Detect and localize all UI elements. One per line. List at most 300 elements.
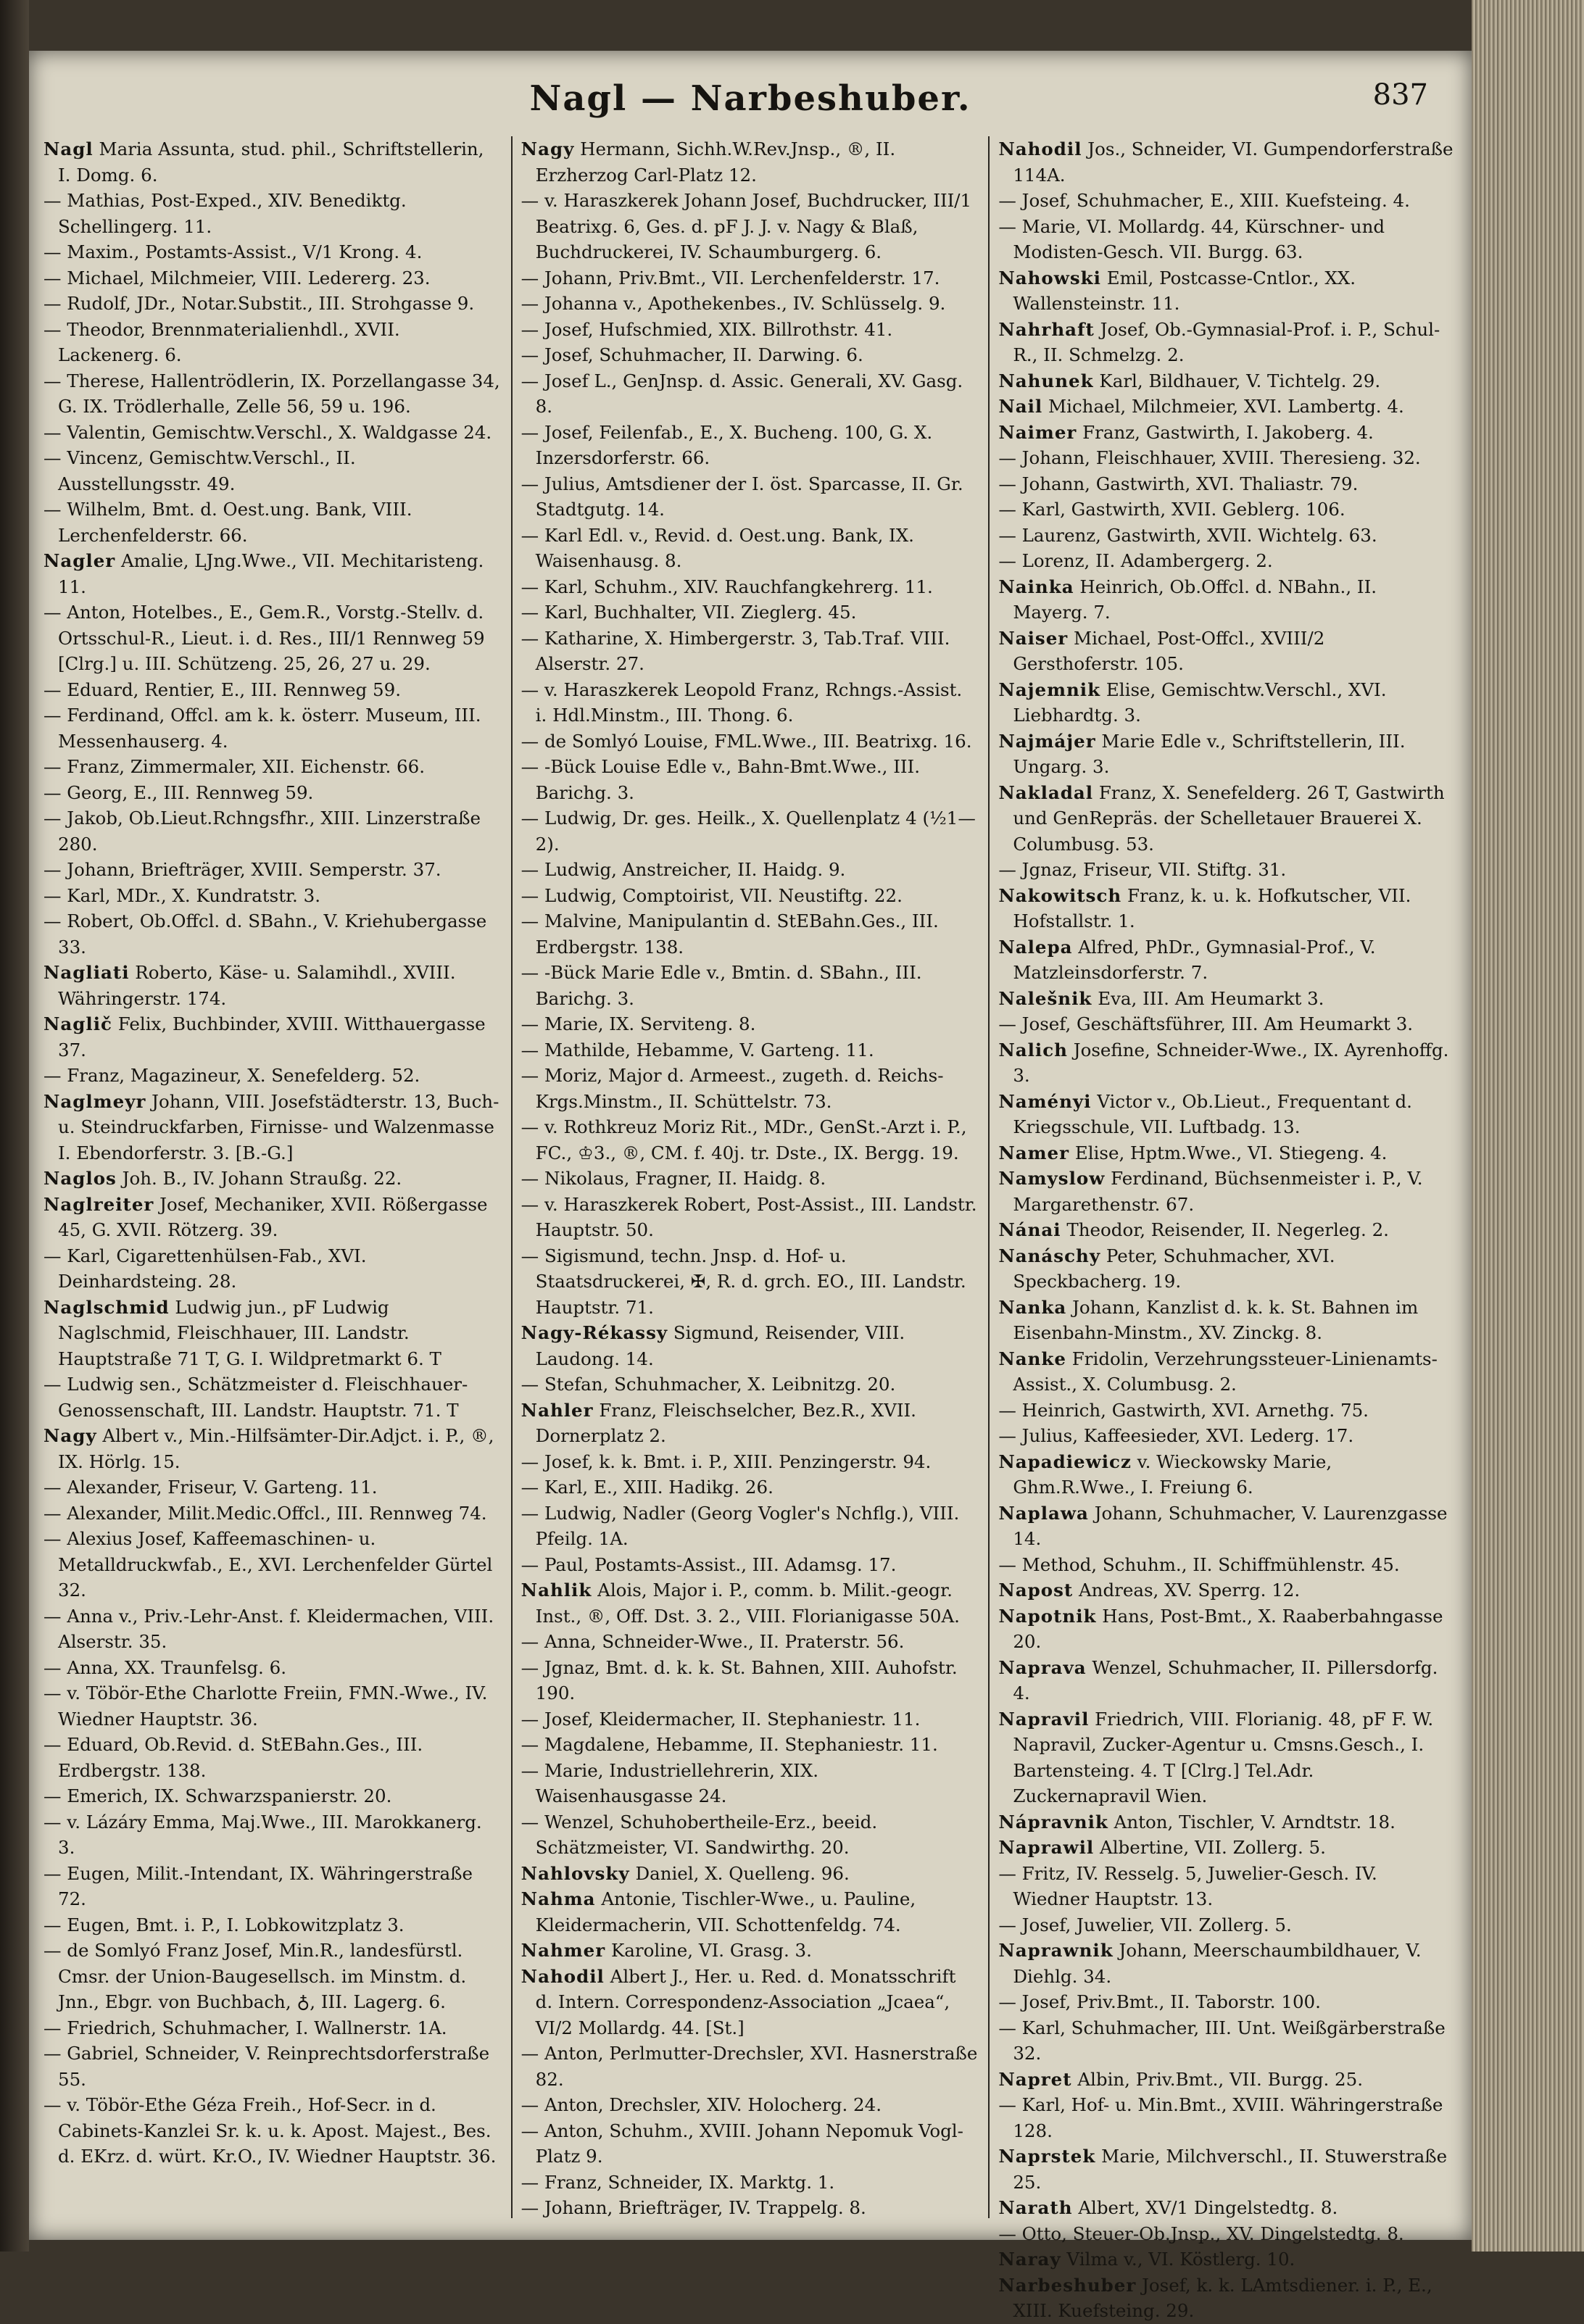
entry-text: Andreas, XV. Sperrg. 12.: [1073, 1580, 1301, 1601]
directory-entry: [43, 1192, 501, 1243]
directory-entry: [521, 2092, 979, 2118]
directory-entry: [43, 754, 501, 780]
directory-entry: [521, 265, 979, 291]
directory-entry: [43, 805, 501, 857]
directory-entry: [521, 1964, 979, 2041]
surname-heading: Nahrhaft: [998, 318, 1095, 340]
entry-text: Johann, Kanzlist d. k. k. St. Bahnen im Eisenbahn-Minstm., XV. Zinckg. 8.: [1013, 1296, 1419, 1343]
surname-heading: Naprava: [998, 1656, 1087, 1678]
entry-text: — Eduard, Ob.Revid. d. StEBahn.Ges., III. Erdbergstr. 138.: [43, 1734, 423, 1781]
directory-entry: [43, 420, 501, 446]
entry-text: — Wilhelm, Bmt. d. Oest.ung. Bank, VIII. Lerchenfelderstr. 66.: [43, 499, 412, 546]
surname-heading: Naményi: [998, 1090, 1092, 1112]
directory-entry: [43, 1089, 501, 1166]
directory-entry: [998, 1552, 1456, 1578]
entry-text: — Anton, Hotelbes., E., Gem.R., Vorstg.-Stellv. d. Ortsschul-R., Lieut. i. d. Res., III/1 Rennweg 59 [Clrg.] u. III. Schützeng. 25, 26, 27 u. 29.: [43, 602, 485, 674]
entry-text: — Anton, Schuhm., XVIII. Johann Nepomuk Vogl-Platz 9.: [521, 2120, 963, 2167]
entry-text: — Karl, Schuhmacher, III. Unt. Weißgärberstraße 32.: [998, 2017, 1446, 2064]
directory-entry: [521, 1552, 979, 1578]
entry-text: Albert v., Min.-Hilfsämter-Dir.Adjct. i. P., ®, IX. Hörlg. 15.: [58, 1425, 494, 1472]
directory-entry: [43, 1732, 501, 1783]
entry-text: Peter, Schuhmacher, XVI. Speckbacherg. 19.: [1013, 1245, 1335, 1292]
directory-entry: [521, 2118, 979, 2170]
directory-entry: [521, 1938, 979, 1964]
directory-entry: [43, 1783, 501, 1809]
directory-entry: [521, 1861, 979, 1887]
entry-text: — Paul, Postamts-Assist., III. Adamsg. 17.: [521, 1553, 897, 1575]
directory-entry: [43, 1011, 501, 1063]
surname-heading: Naglič: [43, 1013, 112, 1034]
entry-text: Marie Edle v., Schriftstellerin, III. Ungarg. 3.: [1013, 730, 1406, 777]
directory-entry: [521, 1192, 979, 1243]
entry-text: — Jgnaz, Bmt. d. k. k. St. Bahnen, XIII. Auhofstr. 190.: [521, 1656, 958, 1703]
entry-text: — Johann, Gastwirth, XVI. Thaliastr. 79.: [998, 473, 1359, 494]
directory-entry: [43, 1423, 501, 1474]
directory-entry: [43, 1912, 501, 1938]
entry-text: — Josef, Geschäftsführer, III. Am Heumarkt 3.: [998, 1013, 1414, 1034]
directory-entry: [521, 1063, 979, 1114]
entry-text: — Wenzel, Schuhobertheile-Erz., beeid. Schätzmeister, VI. Sandwirthg. 20.: [521, 1811, 878, 1858]
entry-text: — Josef, Schuhmacher, E., XIII. Kuefsteing. 4.: [998, 190, 1410, 211]
entry-text: Friedrich, VIII. Florianig. 48, pF F. W. Napravil, Zucker-Agentur u. Cmsns.Gesch., I. Bartensteing. 4. T [Clrg.] Tel.Adr. Zuckernapravil Wien.: [1013, 1708, 1434, 1806]
surname-heading: Nakowitsch: [998, 884, 1122, 906]
entry-text: Franz, k. u. k. Hofkutscher, VII. Hofstallstr. 1.: [1013, 884, 1411, 931]
directory-entry: [998, 934, 1456, 986]
entry-text: — Jgnaz, Friseur, VII. Stiftg. 31.: [998, 859, 1287, 880]
entry-text: — Johanna v., Apothekenbes., IV. Schlüsselg. 9.: [521, 293, 946, 314]
directory-entry: [998, 1166, 1456, 1217]
directory-entry: [998, 1398, 1456, 1424]
entry-text: — Karl, Gastwirth, XVII. Geblerg. 106.: [998, 499, 1345, 520]
surname-heading: Nahowski: [998, 267, 1101, 289]
entry-text: Franz, Fleischselcher, Bez.R., XVII. Dornerplatz 2.: [535, 1399, 916, 1446]
entry-text: Josef, k. k. LAmtsdiener. i. P., E., XIII. Kuefsteing. 29.: [1013, 2274, 1432, 2321]
entry-text: — Josef, k. k. Bmt. i. P., XIII. Penzingerstr. 94.: [521, 1451, 932, 1472]
surname-heading: Naimer: [998, 421, 1077, 443]
directory-entry: [998, 1037, 1456, 1089]
entry-text: Josefine, Schneider-Wwe., IX. Ayrenhoffg. 3.: [1013, 1039, 1449, 1086]
directory-entry: [521, 729, 979, 755]
entry-text: — Josef, Kleidermacher, II. Stephaniestr. 11.: [521, 1708, 921, 1730]
entry-text: Wenzel, Schuhmacher, II. Pillersdorfg. 4.: [1013, 1656, 1438, 1703]
surname-heading: Nail: [998, 396, 1043, 417]
surname-heading: Narbeshuber: [998, 2274, 1137, 2296]
entry-text: Ferdinand, Büchsenmeister i. P., V. Margarethenstr. 67.: [1013, 1168, 1423, 1215]
entry-text: — Alexander, Friseur, V. Garteng. 11.: [43, 1477, 378, 1498]
surname-heading: Naplawa: [998, 1502, 1089, 1524]
surname-heading: Nalepa: [998, 936, 1073, 958]
directory-entry: [998, 1603, 1456, 1655]
directory-entry: [521, 1398, 979, 1449]
entry-text: Michael, Milchmeier, XVI. Lambertg. 4.: [1042, 396, 1404, 417]
entry-text: — Alexander, Milit.Medic.Offcl., III. Rennweg 74.: [43, 1502, 487, 1524]
surname-heading: Nahmer: [521, 1940, 606, 1961]
directory-entry: [521, 2041, 979, 2092]
directory-entry: [521, 1474, 979, 1501]
directory-entry: [998, 2144, 1456, 2195]
surname-heading: Napost: [998, 1580, 1074, 1601]
entry-text: Michael, Post-Offcl., XVIII/2 Gersthoferstr. 105.: [1013, 627, 1325, 674]
entry-text: — Anton, Perlmutter-Drechsler, XVI. Hasnerstraße 82.: [521, 2043, 978, 2090]
directory-entry: [43, 1526, 501, 1603]
entry-text: — Josef, Juwelier, VII. Zollerg. 5.: [998, 1914, 1292, 1935]
entry-text: — de Somlyó Louise, FML.Wwe., III. Beatrixg. 16.: [521, 730, 972, 752]
entry-text: Ludwig jun., pF Ludwig Naglschmid, Fleischhauer, III. Landstr. Hauptstraße 71 T, G. I. Wildpretmarkt 6. T: [58, 1296, 441, 1369]
entry-text: — Ludwig, Dr. ges. Heilk., X. Quellenplatz 4 (½1—2).: [521, 808, 976, 855]
entry-text: — Vincenz, Gemischtw.Verschl., II. Ausstellungsstr. 49.: [43, 447, 356, 494]
entry-text: — Julius, Kaffeesieder, XVI. Lederg. 17.: [998, 1425, 1354, 1446]
entry-text: — Mathias, Post-Exped., XIV. Benediktg. Schellingerg. 11.: [43, 190, 407, 237]
surname-heading: Nainka: [998, 576, 1074, 597]
directory-entry: [998, 1938, 1456, 1989]
directory-entry: [998, 1861, 1456, 1912]
entry-text: — Karl, E., XIII. Hadikg. 26.: [521, 1477, 774, 1498]
directory-entry: [998, 420, 1456, 446]
entry-text: Elise, Gemischtw.Verschl., XVI. Liebhardtg. 3.: [1013, 678, 1387, 726]
column-3: [988, 136, 1456, 2321]
directory-entry: [998, 1706, 1456, 1809]
column-1: [43, 136, 501, 2218]
entry-text: — -Bück Louise Edle v., Bahn-Bmt.Wwe., III. Barichg. 3.: [521, 756, 921, 803]
entry-text: — Sigismund, techn. Jnsp. d. Hof- u. Staatsdruckerei, ✠, R. d. grch. EO., III. Landstr. Hauptstr. 71.: [521, 1245, 966, 1318]
entry-text: — Ludwig, Anstreicher, II. Haidg. 9.: [521, 859, 846, 880]
directory-entry: [998, 1912, 1456, 1938]
directory-entry: [998, 214, 1456, 265]
surname-heading: Namer: [998, 1142, 1070, 1163]
entry-text: — Karl, Hof- u. Min.Bmt., XVIII. Währingerstraße 128.: [998, 2094, 1443, 2141]
directory-entry: [43, 445, 501, 497]
directory-entry: [521, 599, 979, 626]
directory-entry: [43, 317, 501, 368]
directory-entry: [521, 471, 979, 523]
surname-heading: Najmájer: [998, 730, 1096, 752]
entry-text: — Johann, Priv.Bmt., VII. Lerchenfelderstr. 17.: [521, 267, 940, 289]
surname-heading: Naprawnik: [998, 1940, 1114, 1961]
page-edges: [1472, 0, 1584, 2252]
directory-entry: [43, 2015, 501, 2041]
directory-entry: [521, 420, 979, 471]
entry-text: Hans, Post-Bmt., X. Raaberbahngasse 20.: [1013, 1605, 1443, 1652]
directory-entry: [43, 1938, 501, 2015]
directory-entry: [998, 1501, 1456, 1552]
directory-entry: [998, 1655, 1456, 1706]
entry-text: Johann, VIII. Josefstädterstr. 13, Buch- u. Steindruckfarben, Firnisse- und Walzenmasse I. Ebendorferstr. 3. [B.-G.]: [58, 1090, 499, 1163]
directory-entry: [43, 857, 501, 883]
directory-entry: [521, 1706, 979, 1732]
page-number: 837: [1372, 78, 1428, 112]
entry-text: — Ludwig sen., Schätzmeister d. Fleischhauer-Genossenschaft, III. Landstr. Hauptstr. 71. T: [43, 1374, 468, 1421]
surname-heading: Nagy: [521, 138, 575, 159]
directory-entry: [998, 471, 1456, 497]
entry-text: Hermann, Sichh.W.Rev.Jnsp., ®, II. Erzherzog Carl-Platz 12.: [535, 138, 896, 186]
entry-text: Roberto, Käse- u. Salamihdl., XVIII. Währingerstr. 174.: [58, 962, 456, 1009]
directory-entry: [43, 960, 501, 1011]
entry-text: Johann, Meerschaumbildhauer, V. Diehlg. 34.: [1013, 1940, 1422, 1987]
surname-heading: Nanka: [998, 1296, 1067, 1318]
directory-entry: [43, 1474, 501, 1501]
surname-heading: Nagl: [43, 138, 94, 159]
entry-text: Maria Assunta, stud. phil., Schriftstellerin, I. Domg. 6.: [58, 138, 484, 186]
directory-entry: [998, 2067, 1456, 2093]
directory-entry: [521, 2170, 979, 2196]
directory-entry: [998, 1140, 1456, 1166]
entry-text: Karl, Bildhauer, V. Tichtelg. 29.: [1093, 370, 1381, 391]
entry-text: Heinrich, Ob.Offcl. d. NBahn., II. Mayerg. 7.: [1013, 576, 1377, 623]
directory-entry: [521, 1243, 979, 1321]
directory-entry: [43, 1371, 501, 1423]
entry-text: Fridolin, Verzehrungssteuer-Linienamts-Assist., X. Columbusg. 2.: [1013, 1348, 1438, 1395]
entry-text: Albin, Priv.Bmt., VII. Burgg. 25.: [1071, 2068, 1363, 2090]
entry-text: — Stefan, Schuhmacher, X. Leibnitzg. 20.: [521, 1374, 896, 1395]
running-head: [29, 78, 1472, 144]
directory-entry: [521, 1809, 979, 1861]
directory-entry: [998, 1217, 1456, 1243]
directory-entry: [43, 265, 501, 291]
entry-text: Albertine, VII. Zollerg. 5.: [1094, 1837, 1326, 1858]
directory-entry: [43, 2041, 501, 2092]
entry-text: Alois, Major i. P., comm. b. Milit.-geogr. Inst., ®, Off. Dst. 3. 2., VIII. Florianigasse 50A.: [535, 1580, 960, 1627]
entry-text: Franz, Gastwirth, I. Jakoberg. 4.: [1077, 421, 1374, 443]
running-title: Nagl — Narbeshuber.: [529, 78, 971, 119]
entry-text: — v. Haraszkerek Robert, Post-Assist., III. Landstr. Hauptstr. 50.: [521, 1193, 977, 1240]
entry-text: — Jakob, Ob.Lieut.Rchngsfhr., XIII. Linzerstraße 280.: [43, 808, 481, 855]
directory-entry: [521, 368, 979, 420]
directory-entry: [43, 136, 501, 188]
entry-text: — Eugen, Bmt. i. P., I. Lobkowitzplatz 3.: [43, 1914, 405, 1935]
surname-heading: Nagler: [43, 550, 116, 571]
column-2: [511, 136, 979, 2218]
directory-entry: [521, 857, 979, 883]
directory-entry: [43, 291, 501, 317]
directory-entry: [521, 1320, 979, 1371]
entry-text: — Robert, Ob.Offcl. d. SBahn., V. Kriehubergasse 33.: [43, 910, 487, 958]
entry-text: — Franz, Zimmermaler, XII. Eichenstr. 66.: [43, 756, 426, 777]
directory-entry: [521, 626, 979, 677]
directory-entry: [998, 1011, 1456, 1037]
surname-heading: Naglreiter: [43, 1193, 154, 1215]
directory-entry: [43, 548, 501, 599]
surname-heading: Napravil: [998, 1708, 1090, 1730]
entry-text: — Josef, Hufschmied, XIX. Billrothstr. 41.: [521, 318, 893, 340]
entry-text: — Michael, Milchmeier, VIII. Ledererg. 23.: [43, 267, 431, 289]
entry-text: — Johann, Briefträger, XVIII. Semperstr. 37.: [43, 859, 441, 880]
entry-text: Vilma v., VI. Köstlerg. 10.: [1061, 2249, 1295, 2270]
entry-text: — Eugen, Milit.-Intendant, IX. Währingerstraße 72.: [43, 1862, 473, 1909]
entry-text: — Johann, Briefträger, IV. Trappelg. 8.: [521, 2197, 866, 2218]
surname-heading: Naglschmid: [43, 1296, 170, 1318]
entry-text: — Emerich, IX. Schwarzspanierstr. 20.: [43, 1785, 392, 1806]
surname-heading: Nahunek: [998, 370, 1094, 391]
entry-text: — Karl, Schuhm., XIV. Rauchfangkehrerg. 11.: [521, 576, 933, 597]
entry-text: — v. Töbör-Ethe Géza Freih., Hof-Secr. in d. Cabinets-Kanzlei Sr. k. u. k. Apost. Majest., Bes. d. EKrz. d. würt. Kr.O., IV. Wiedner Hauptstr. 36.: [43, 2094, 497, 2167]
entry-text: — Alexius Josef, Kaffeemaschinen- u. Metalldruckwfab., E., XVI. Lerchenfelder Gürtel 32.: [43, 1528, 493, 1601]
directory-entry: [998, 523, 1456, 549]
directory-entry: [998, 1243, 1456, 1295]
entry-text: Emil, Postcasse-Cntlor., XX. Wallensteinstr. 11.: [1013, 267, 1356, 314]
entry-text: — Moriz, Major d. Armeest., zugeth. d. Reichs-Krgs.Minstm., II. Schüttelstr. 73.: [521, 1065, 944, 1112]
entry-text: — v. Rothkreuz Moriz Rit., MDr., GenSt.-Arzt i. P., FC., ♔3., ®, CM. f. 40j. tr. Dste., IX. Bergg. 19.: [521, 1116, 967, 1163]
directory-entry: [43, 1603, 501, 1655]
entry-text: — v. Lázáry Emma, Maj.Wwe., III. Marokkanerg. 3.: [43, 1811, 482, 1858]
entry-text: Johann, Schuhmacher, V. Laurenzgasse 14.: [1013, 1502, 1448, 1549]
entry-text: — Magdalene, Hebamme, II. Stephaniestr. 11.: [521, 1734, 938, 1755]
directory-entry: [43, 780, 501, 806]
directory-entry: [998, 883, 1456, 934]
directory-entry: [521, 1758, 979, 1809]
surname-heading: Nápravnik: [998, 1811, 1108, 1833]
entry-text: — Johann, Fleischhauer, XVIII. Theresieng. 32.: [998, 447, 1421, 468]
entry-text: — Josef, Schuhmacher, II. Darwing. 6.: [521, 344, 863, 365]
directory-entry: [521, 1886, 979, 1938]
entry-text: Amalie, LJng.Wwe., VII. Mechitaristeng. 11.: [58, 550, 484, 597]
entry-text: Antonie, Tischler-Wwe., u. Pauline, Kleidermacherin, VII. Schottenfeldg. 74.: [535, 1888, 916, 1935]
directory-entry: [521, 1629, 979, 1655]
entry-text: — Josef L., GenJnsp. d. Assic. Generali, XV. Gasg. 8.: [521, 370, 963, 417]
entry-text: Josef, Ob.-Gymnasial-Prof. i. P., Schul-R., II. Schmelzg. 2.: [1013, 318, 1440, 365]
entry-text: Jos., Schneider, VI. Gumpendorferstraße 114A.: [1013, 138, 1454, 186]
directory-entry: [521, 1037, 979, 1063]
entry-text: — Anna v., Priv.-Lehr-Anst. f. Kleidermachen, VIII. Alserstr. 35.: [43, 1605, 494, 1652]
directory-entry: [998, 317, 1456, 368]
directory-entry: [43, 1166, 501, 1192]
directory-entry: [521, 908, 979, 960]
entry-text: — de Somlyó Franz Josef, Min.R., landesfürstl. Cmsr. der Union-Baugesellsch. im Minstm. d. Jnn., Ebgr. von Buchbach, ♁, III. Lagerg. 6.: [43, 1940, 467, 2012]
directory-entry: [43, 677, 501, 703]
entry-text: — Otto, Steuer-Ob.Jnsp., XV. Dingelstedtg. 8.: [998, 2223, 1404, 2244]
entry-text: — Malvine, Manipulantin d. StEBahn.Ges., III. Erdbergstr. 138.: [521, 910, 939, 958]
entry-text: — Karl, MDr., X. Kundratstr. 3.: [43, 884, 321, 906]
entry-text: Theodor, Reisender, II. Negerleg. 2.: [1061, 1219, 1389, 1240]
surname-heading: Napadiewicz: [998, 1451, 1132, 1472]
entry-text: — Valentin, Gemischtw.Verschl., X. Waldgasse 24.: [43, 421, 492, 443]
entry-text: — Karl, Cigarettenhülsen-Fab., XVI. Deinhardsteing. 28.: [43, 1245, 367, 1292]
directory-entry: [521, 1501, 979, 1552]
directory-entry: [43, 1680, 501, 1732]
directory-entry: [521, 677, 979, 729]
surname-heading: Nagliati: [43, 962, 130, 983]
surname-heading: Nalešnik: [998, 987, 1092, 1009]
entry-text: — Franz, Schneider, IX. Marktg. 1.: [521, 2171, 835, 2193]
entry-text: — Maxim., Postamts-Assist., V/1 Krong. 4.: [43, 241, 423, 262]
entry-text: — Eduard, Rentier, E., III. Rennweg 59.: [43, 678, 401, 700]
entry-text: — Heinrich, Gastwirth, XVI. Arnethg. 75.: [998, 1399, 1369, 1421]
entry-text: — Karl Edl. v., Revid. d. Oest.ung. Bank, IX. Waisenhausg. 8.: [521, 524, 914, 571]
directory-entry: [43, 599, 501, 677]
directory-entry: [521, 188, 979, 265]
entry-text: Alfred, PhDr., Gymnasial-Prof., V. Matzleinsdorferstr. 7.: [1013, 936, 1376, 983]
directory-entry: [521, 1371, 979, 1398]
surname-heading: Naglmeyr: [43, 1090, 146, 1112]
directory-entry: [43, 1295, 501, 1372]
entry-text: — Josef, Feilenfab., E., X. Bucheng. 100, G. X. Inzersdorferstr. 66.: [521, 421, 933, 468]
surname-heading: Nánai: [998, 1219, 1061, 1240]
directory-entry: [998, 2246, 1456, 2273]
surname-heading: Nagy: [43, 1425, 97, 1446]
entry-text: — Josef, Priv.Bmt., II. Taborstr. 100.: [998, 1991, 1321, 2012]
directory-entry: [998, 780, 1456, 858]
text-columns: [43, 136, 1456, 2321]
entry-text: — Anna, Schneider-Wwe., II. Praterstr. 56.: [521, 1631, 905, 1652]
directory-entry: [998, 574, 1456, 626]
directory-entry: [998, 626, 1456, 677]
entry-text: — v. Haraszkerek Johann Josef, Buchdrucker, III/1 Beatrixg. 6, Ges. d. pF J. J. v. Nagy & Blaß, Buchdruckerei, IV. Schaumburgerg. 6.: [521, 190, 972, 262]
entry-text: Victor v., Ob.Lieut., Frequentant d. Kriegsschule, VII. Luftbadg. 13.: [1013, 1090, 1412, 1137]
directory-entry: [43, 1501, 501, 1527]
entry-text: — Katharine, X. Himbergerstr. 3, Tab.Traf. VIII. Alserstr. 27.: [521, 627, 950, 674]
directory-entry: [998, 1089, 1456, 1140]
directory-entry: [998, 1346, 1456, 1398]
directory-entry: [521, 136, 979, 188]
entry-text: — Therese, Hallentrödlerin, IX. Porzellangasse 34, G. IX. Trödlerhalle, Zelle 56, 59 u. 196.: [43, 370, 500, 417]
entry-text: — Marie, VI. Mollardg. 44, Kürschner- und Modisten-Gesch. VII. Burgg. 63.: [998, 215, 1385, 262]
directory-entry: [521, 1577, 979, 1629]
entry-text: Franz, X. Senefelderg. 26 T, Gastwirth und GenRepräs. der Schelletauer Brauerei X. Columbusg. 53.: [1013, 781, 1445, 855]
directory-entry: [43, 1243, 501, 1295]
directory-entry: [998, 677, 1456, 729]
entry-text: Josef, Mechaniker, XVII. Rößergasse 45, G. XVII. Rötzerg. 39.: [58, 1193, 488, 1240]
directory-entry: [521, 1166, 979, 1192]
directory-entry: [998, 1295, 1456, 1346]
directory-entry: [998, 1989, 1456, 2015]
directory-entry: [521, 1449, 979, 1475]
entry-text: — Laurenz, Gastwirth, XVII. Wichtelg. 63.: [998, 524, 1377, 546]
directory-entry: [521, 317, 979, 343]
directory-entry: [521, 574, 979, 600]
surname-heading: Naprstek: [998, 2146, 1096, 2167]
directory-entry: [998, 2015, 1456, 2067]
directory-entry: [998, 548, 1456, 574]
entry-text: — Ludwig, Comptoirist, VII. Neustiftg. 22.: [521, 884, 903, 906]
directory-entry: [998, 2195, 1456, 2221]
entry-text: Daniel, X. Quelleng. 96.: [629, 1862, 850, 1884]
entry-text: v. Wieckowsky Marie, Ghm.R.Wwe., I. Freiung 6.: [1013, 1451, 1332, 1498]
surname-heading: Nahodil: [998, 138, 1082, 159]
entry-text: — Theodor, Brennmaterialienhdl., XVII. Lackenerg. 6.: [43, 318, 400, 365]
directory-entry: [43, 2092, 501, 2170]
directory-entry: [998, 497, 1456, 523]
directory-entry: [521, 754, 979, 805]
surname-heading: Napret: [998, 2068, 1072, 2090]
surname-heading: Nahlik: [521, 1580, 592, 1601]
directory-entry: [998, 857, 1456, 883]
entry-text: Albert, XV/1 Dingelstedtg. 8.: [1072, 2197, 1338, 2218]
entry-text: Albert J., Her. u. Red. d. Monatsschrift d. Intern. Correspondenz-Association „Jcaea“, VI/2 Mollardg. 44. [St.]: [535, 1965, 956, 2038]
directory-entry: [43, 908, 501, 960]
directory-entry: [998, 188, 1456, 214]
surname-heading: Nahma: [521, 1888, 596, 1909]
entry-text: Sigmund, Reisender, VIII. Laudong. 14.: [535, 1322, 905, 1369]
directory-entry: [998, 1835, 1456, 1861]
surname-heading: Nagy-Rékassy: [521, 1322, 668, 1343]
directory-entry: [998, 2273, 1456, 2324]
entry-text: Joh. B., IV. Johann Straußg. 22.: [116, 1168, 402, 1189]
entry-text: — Anna, XX. Traunfelsg. 6.: [43, 1656, 287, 1678]
surname-heading: Nahlovsky: [521, 1862, 630, 1884]
directory-entry: [998, 136, 1456, 188]
surname-heading: Nalich: [998, 1039, 1068, 1061]
directory-entry: [998, 729, 1456, 780]
entry-text: — Franz, Magazineur, X. Senefelderg. 52.: [43, 1065, 420, 1086]
entry-text: — Marie, IX. Serviteng. 8.: [521, 1013, 756, 1034]
entry-text: — -Bück Marie Edle v., Bmtin. d. SBahn., III. Barichg. 3.: [521, 962, 922, 1009]
surname-heading: Naiser: [998, 627, 1069, 649]
entry-text: — Mathilde, Hebamme, V. Garteng. 11.: [521, 1039, 874, 1061]
directory-entry: [521, 1011, 979, 1037]
entry-text: Eva, III. Am Heumarkt 3.: [1092, 987, 1324, 1009]
entry-text: — Lorenz, II. Adambergerg. 2.: [998, 550, 1273, 571]
directory-entry: [43, 497, 501, 548]
directory-entry: [43, 1861, 501, 1912]
